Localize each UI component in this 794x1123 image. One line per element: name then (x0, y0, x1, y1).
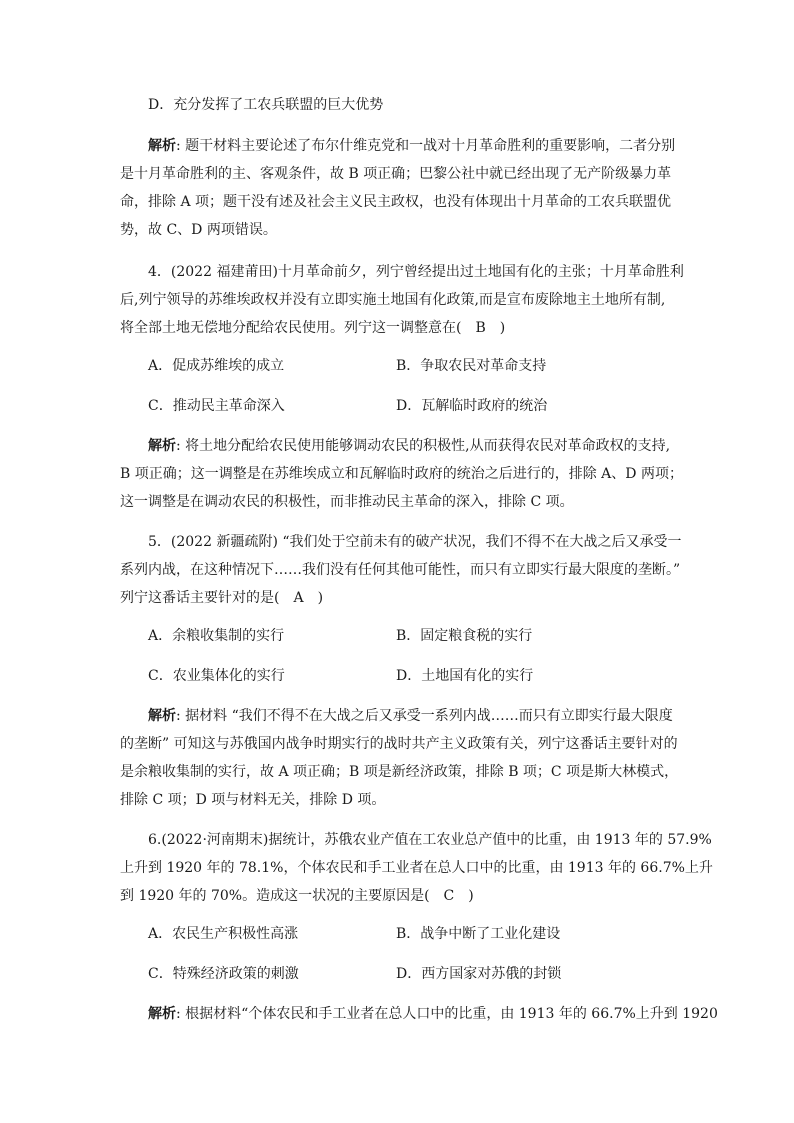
q3-analysis-line-3: 命，排除 A 项；题干没有述及社会主义民主政权，也没有体现出十月革命的工农兵联盟优 (120, 194, 672, 210)
q5-stem-line-1: 5．(2022 新疆疏附) “我们处于空前未有的破产状况，我们不得不在大战之后又承受一 (148, 534, 682, 550)
q5-option-c: C．农业集体化的实行 (148, 668, 285, 684)
q4-stem-line-2: 后,列宁领导的苏维埃政权并没有立即实施土地国有化政策,而是宣布废除地主土地所有制, (120, 292, 666, 308)
q6-stem-line-3: 到 1920 年的 70%。造成这一状况的主要原因是( C ) (120, 888, 474, 904)
q5-analysis-line-1 (148, 706, 708, 726)
analysis-text: : 题干材料主要论述了布尔什维克党和一战对十月革命胜利的重要影响，二者分别 (176, 138, 676, 154)
q5-option-b: B．固定粮食税的实行 (396, 628, 533, 644)
analysis-text: : 根据材料“个体农民和手工业者在总人口中的比重，由 1913 年的 66.7%上升到 1920 (176, 1006, 718, 1022)
q3-analysis-line-4: 势，故 C、D 两项错误。 (120, 222, 277, 238)
analysis-label: 解析 (148, 708, 176, 724)
analysis-label: 解析 (148, 438, 176, 454)
q6-option-b: B．战争中断了工业化建设 (396, 926, 561, 942)
q4-option-c: C．推动民主革命深入 (148, 398, 285, 414)
q5-stem-line-2: 系列内战，在这种情况下……我们没有任何其他可能性，而只有立即实行最大限度的垄断。” (120, 562, 681, 578)
q4-analysis-line-1 (148, 436, 708, 456)
q5-analysis-line-2: 的垄断” 可知这与苏俄国内战争时期实行的战时共产主义政策有关，列宁这番话主要针对的 (120, 736, 678, 752)
q6-stem-line-2: 上升到 1920 年的 78.1%，个体农民和手工业者在总人口中的比重，由 1913 年的 66.7%上升 (120, 860, 713, 876)
q4-analysis-line-2: B 项正确；这一调整是在苏维埃成立和瓦解临时政府的统治之后进行的，排除 A、D 两项； (120, 466, 683, 482)
q6-analysis-line-1 (148, 1004, 718, 1024)
q5-stem-line-3: 列宁这番话主要针对的是( A ) (120, 590, 324, 606)
q5-analysis-line-3: 是余粮收集制的实行，故 A 项正确；B 项是新经济政策，排除 B 项；C 项是斯大林模式， (120, 764, 679, 780)
analysis-label: 解析 (148, 1006, 176, 1022)
q3-analysis-line-1 (148, 136, 708, 156)
q6-option-a: A．农民生产积极性高涨 (148, 926, 299, 942)
q4-analysis-line-3: 这一调整是在调动农民的积极性，而非推动民主革命的深入，排除 C 项。 (120, 494, 574, 510)
q6-option-d: D．西方国家对苏俄的封锁 (396, 966, 562, 982)
q4-stem-line-1: 4．(2022 福建莆田)十月革命前夕，列宁曾经提出过土地国有化的主张；十月革命胜利 (148, 264, 684, 280)
q5-analysis-line-4: 排除 C 项；D 项与材料无关，排除 D 项。 (120, 792, 386, 808)
q3-option-d: D．充分发挥了工农兵联盟的巨大优势 (148, 97, 384, 113)
q3-analysis-line-2: 是十月革命胜利的主、客观条件，故 B 项正确；巴黎公社中就已经出现了无产阶级暴力革 (120, 166, 672, 182)
q6-option-c: C．特殊经济政策的刺激 (148, 966, 299, 982)
analysis-text: : 将土地分配给农民使用能够调动农民的积极性,从而获得农民对革命政权的支持, (176, 438, 671, 454)
q4-option-a: A．促成苏维埃的成立 (148, 358, 285, 374)
q6-stem-line-1: 6.(2022·河南期末)据统计，苏俄农业产值在工农业总产值中的比重，由 1913 年的 57.9% (148, 832, 712, 848)
q5-option-d: D．土地国有化的实行 (396, 668, 534, 684)
q5-option-a: A．余粮收集制的实行 (148, 628, 285, 644)
analysis-text: : 据材料 “我们不得不在大战之后又承受一系列内战……而只有立即实行最大限度 (176, 708, 673, 724)
q4-stem-line-3: 将全部土地无偿地分配给农民使用。列宁这一调整意在( B ) (120, 320, 506, 336)
q4-option-d: D．瓦解临时政府的统治 (396, 398, 548, 414)
analysis-label: 解析 (148, 138, 176, 154)
q4-option-b: B．争取农民对革命支持 (396, 358, 547, 374)
